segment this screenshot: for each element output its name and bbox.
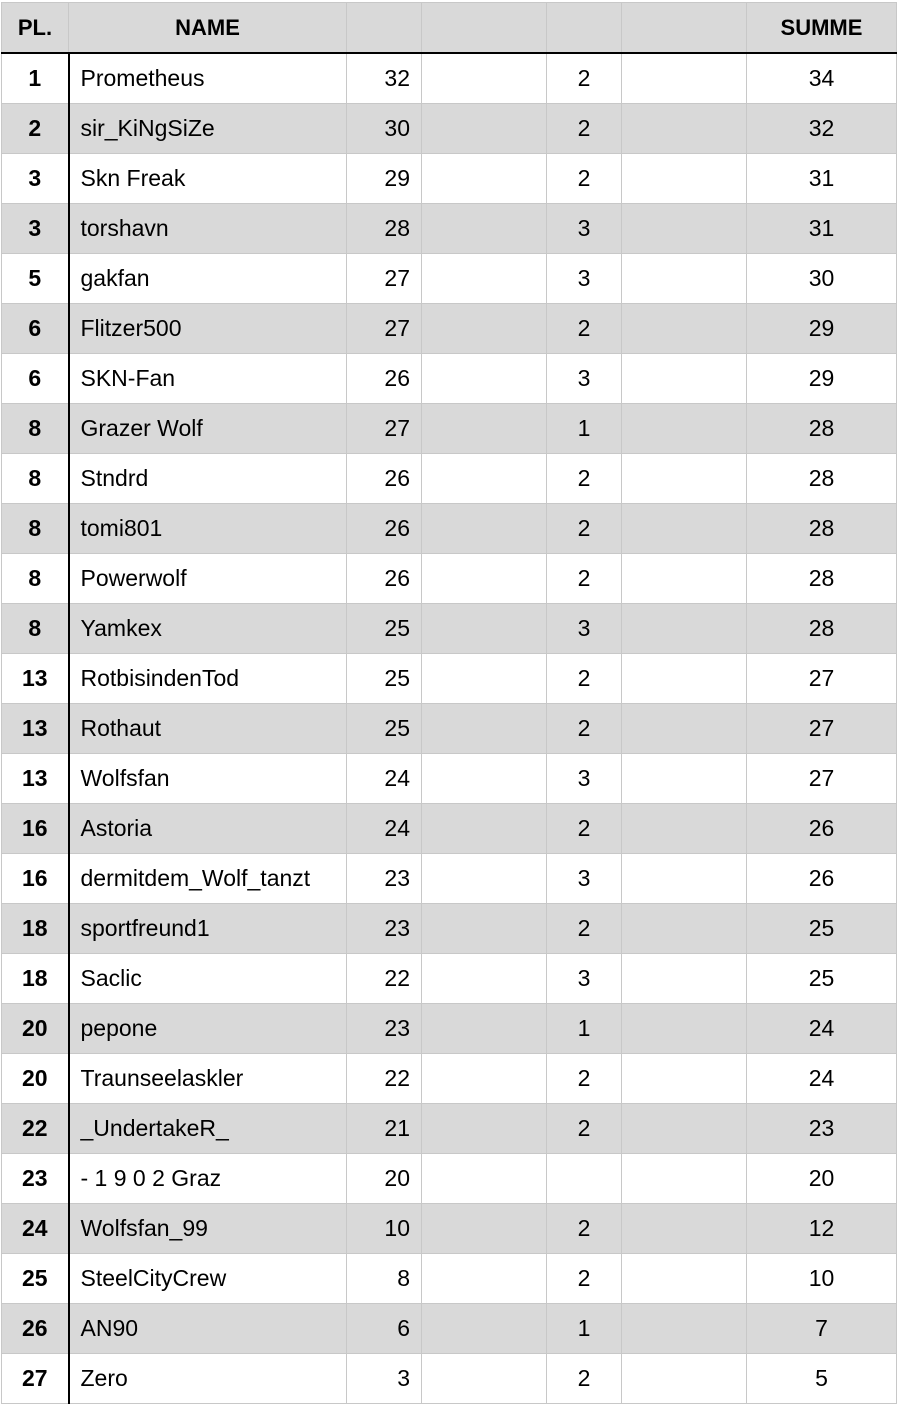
empty-cell[interactable] bbox=[622, 454, 747, 504]
name-cell[interactable]: Wolfsfan_99 bbox=[69, 1204, 347, 1254]
empty-cell[interactable] bbox=[622, 1204, 747, 1254]
summe-cell[interactable]: 28 bbox=[747, 454, 897, 504]
table-row bbox=[2, 854, 897, 904]
bonus-cell[interactable]: 2 bbox=[547, 1354, 622, 1404]
place-cell[interactable]: 8 bbox=[2, 554, 69, 604]
empty-cell[interactable] bbox=[422, 354, 547, 404]
empty-cell[interactable] bbox=[622, 604, 747, 654]
name-cell[interactable]: sir_KiNgSiZe bbox=[69, 104, 347, 154]
table-body bbox=[2, 53, 897, 1404]
header-col-4[interactable] bbox=[422, 3, 547, 54]
table-row bbox=[2, 404, 897, 454]
place-cell[interactable]: 25 bbox=[2, 1254, 69, 1304]
empty-cell[interactable] bbox=[622, 1154, 747, 1204]
table-row bbox=[2, 804, 897, 854]
table-row bbox=[2, 254, 897, 304]
bonus-cell[interactable]: 2 bbox=[547, 1054, 622, 1104]
place-cell[interactable]: 6 bbox=[2, 304, 69, 354]
empty-cell[interactable] bbox=[622, 1054, 747, 1104]
name-cell[interactable]: SKN-Fan bbox=[69, 354, 347, 404]
points-cell[interactable]: 23 bbox=[347, 904, 422, 954]
table-row bbox=[2, 1054, 897, 1104]
points-cell[interactable]: 30 bbox=[347, 104, 422, 154]
table-row bbox=[2, 504, 897, 554]
bonus-cell[interactable]: 2 bbox=[547, 704, 622, 754]
summe-cell[interactable]: 7 bbox=[747, 1304, 897, 1354]
summe-cell[interactable]: 29 bbox=[747, 354, 897, 404]
summe-cell[interactable]: 27 bbox=[747, 704, 897, 754]
table-row bbox=[2, 354, 897, 404]
empty-cell[interactable] bbox=[422, 104, 547, 154]
name-cell[interactable]: Prometheus bbox=[69, 53, 347, 104]
empty-cell[interactable] bbox=[622, 904, 747, 954]
name-cell[interactable]: pepone bbox=[69, 1004, 347, 1054]
table-row bbox=[2, 104, 897, 154]
name-cell[interactable]: Rothaut bbox=[69, 704, 347, 754]
name-cell[interactable]: Flitzer500 bbox=[69, 304, 347, 354]
header-row bbox=[2, 3, 897, 54]
empty-cell[interactable] bbox=[622, 504, 747, 554]
summe-cell[interactable]: 27 bbox=[747, 754, 897, 804]
table-row bbox=[2, 954, 897, 1004]
empty-cell[interactable] bbox=[422, 254, 547, 304]
points-cell[interactable]: 32 bbox=[347, 53, 422, 104]
summe-cell[interactable]: 28 bbox=[747, 404, 897, 454]
empty-cell[interactable] bbox=[422, 1104, 547, 1154]
summe-cell[interactable]: 31 bbox=[747, 204, 897, 254]
empty-cell[interactable] bbox=[622, 654, 747, 704]
place-cell[interactable]: 13 bbox=[2, 704, 69, 754]
points-cell[interactable]: 25 bbox=[347, 704, 422, 754]
place-cell[interactable]: 26 bbox=[2, 1304, 69, 1354]
bonus-cell[interactable]: 2 bbox=[547, 654, 622, 704]
bonus-cell[interactable]: 3 bbox=[547, 254, 622, 304]
table-row bbox=[2, 554, 897, 604]
bonus-cell[interactable]: 2 bbox=[547, 904, 622, 954]
table-row bbox=[2, 454, 897, 504]
empty-cell[interactable] bbox=[422, 404, 547, 454]
empty-cell[interactable] bbox=[622, 154, 747, 204]
place-cell[interactable]: 6 bbox=[2, 354, 69, 404]
points-cell[interactable]: 27 bbox=[347, 404, 422, 454]
points-cell[interactable]: 26 bbox=[347, 454, 422, 504]
empty-cell[interactable] bbox=[422, 1354, 547, 1404]
points-cell[interactable]: 26 bbox=[347, 354, 422, 404]
empty-cell[interactable] bbox=[622, 354, 747, 404]
points-cell[interactable]: 6 bbox=[347, 1304, 422, 1354]
summe-cell[interactable]: 25 bbox=[747, 954, 897, 1004]
bonus-cell[interactable]: 1 bbox=[547, 1004, 622, 1054]
place-cell[interactable]: 3 bbox=[2, 154, 69, 204]
summe-cell[interactable]: 25 bbox=[747, 904, 897, 954]
empty-cell[interactable] bbox=[622, 554, 747, 604]
summe-cell[interactable]: 28 bbox=[747, 504, 897, 554]
name-cell[interactable]: Wolfsfan bbox=[69, 754, 347, 804]
place-cell[interactable]: 22 bbox=[2, 1104, 69, 1154]
name-cell[interactable]: torshavn bbox=[69, 204, 347, 254]
header-col-3[interactable] bbox=[347, 3, 422, 54]
summe-cell[interactable]: 24 bbox=[747, 1004, 897, 1054]
empty-cell[interactable] bbox=[622, 754, 747, 804]
bonus-cell[interactable] bbox=[547, 1154, 622, 1204]
place-cell[interactable]: 16 bbox=[2, 854, 69, 904]
place-cell[interactable]: 5 bbox=[2, 254, 69, 304]
name-cell[interactable]: Powerwolf bbox=[69, 554, 347, 604]
table-row bbox=[2, 1354, 897, 1404]
empty-cell[interactable] bbox=[422, 654, 547, 704]
empty-cell[interactable] bbox=[622, 704, 747, 754]
place-cell[interactable]: 8 bbox=[2, 604, 69, 654]
empty-cell[interactable] bbox=[622, 804, 747, 854]
empty-cell[interactable] bbox=[422, 604, 547, 654]
table-row bbox=[2, 754, 897, 804]
empty-cell[interactable] bbox=[422, 754, 547, 804]
place-cell[interactable]: 20 bbox=[2, 1004, 69, 1054]
table-header bbox=[2, 3, 897, 54]
header-name[interactable]: NAME bbox=[69, 3, 347, 54]
name-cell[interactable]: - 1 9 0 2 Graz bbox=[69, 1154, 347, 1204]
table-row bbox=[2, 204, 897, 254]
name-cell[interactable]: tomi801 bbox=[69, 504, 347, 554]
name-cell[interactable]: Grazer Wolf bbox=[69, 404, 347, 454]
points-cell[interactable]: 26 bbox=[347, 554, 422, 604]
empty-cell[interactable] bbox=[422, 1154, 547, 1204]
table-row bbox=[2, 1254, 897, 1304]
empty-cell[interactable] bbox=[422, 554, 547, 604]
place-cell[interactable]: 2 bbox=[2, 104, 69, 154]
empty-cell[interactable] bbox=[622, 404, 747, 454]
bonus-cell[interactable]: 2 bbox=[547, 1104, 622, 1154]
empty-cell[interactable] bbox=[622, 854, 747, 904]
table-row bbox=[2, 1104, 897, 1154]
name-cell[interactable]: Skn Freak bbox=[69, 154, 347, 204]
points-cell[interactable]: 21 bbox=[347, 1104, 422, 1154]
summe-cell[interactable]: 10 bbox=[747, 1254, 897, 1304]
summe-cell[interactable]: 5 bbox=[747, 1354, 897, 1404]
place-cell[interactable]: 13 bbox=[2, 654, 69, 704]
empty-cell[interactable] bbox=[622, 954, 747, 1004]
table-row bbox=[2, 1154, 897, 1204]
table-row bbox=[2, 1304, 897, 1354]
name-cell[interactable]: gakfan bbox=[69, 254, 347, 304]
table-row bbox=[2, 904, 897, 954]
bonus-cell[interactable]: 3 bbox=[547, 204, 622, 254]
bonus-cell[interactable]: 2 bbox=[547, 154, 622, 204]
table-row bbox=[2, 704, 897, 754]
empty-cell[interactable] bbox=[422, 1004, 547, 1054]
name-cell[interactable]: SteelCityCrew bbox=[69, 1254, 347, 1304]
empty-cell[interactable] bbox=[422, 304, 547, 354]
points-cell[interactable]: 29 bbox=[347, 154, 422, 204]
name-cell[interactable]: Saclic bbox=[69, 954, 347, 1004]
empty-cell[interactable] bbox=[622, 1354, 747, 1404]
empty-cell[interactable] bbox=[622, 204, 747, 254]
empty-cell[interactable] bbox=[622, 1304, 747, 1354]
points-cell[interactable]: 23 bbox=[347, 1004, 422, 1054]
name-cell[interactable]: Stndrd bbox=[69, 454, 347, 504]
place-cell[interactable]: 8 bbox=[2, 454, 69, 504]
points-cell[interactable]: 23 bbox=[347, 854, 422, 904]
summe-cell[interactable]: 34 bbox=[747, 53, 897, 104]
points-cell[interactable]: 3 bbox=[347, 1354, 422, 1404]
empty-cell[interactable] bbox=[622, 1254, 747, 1304]
bonus-cell[interactable]: 2 bbox=[547, 304, 622, 354]
bonus-cell[interactable]: 2 bbox=[547, 104, 622, 154]
summe-cell[interactable]: 28 bbox=[747, 554, 897, 604]
empty-cell[interactable] bbox=[422, 854, 547, 904]
points-cell[interactable]: 10 bbox=[347, 1204, 422, 1254]
summe-cell[interactable]: 29 bbox=[747, 304, 897, 354]
summe-cell[interactable]: 12 bbox=[747, 1204, 897, 1254]
name-cell[interactable]: RotbisindenTod bbox=[69, 654, 347, 704]
points-cell[interactable]: 8 bbox=[347, 1254, 422, 1304]
bonus-cell[interactable]: 2 bbox=[547, 53, 622, 104]
name-cell[interactable]: Traunseelaskler bbox=[69, 1054, 347, 1104]
table-row bbox=[2, 604, 897, 654]
points-cell[interactable]: 28 bbox=[347, 204, 422, 254]
header-col-5[interactable] bbox=[547, 3, 622, 54]
table-row bbox=[2, 1004, 897, 1054]
empty-cell[interactable] bbox=[422, 454, 547, 504]
summe-cell[interactable]: 24 bbox=[747, 1054, 897, 1104]
points-cell[interactable]: 27 bbox=[347, 254, 422, 304]
name-cell[interactable]: sportfreund1 bbox=[69, 904, 347, 954]
empty-cell[interactable] bbox=[622, 104, 747, 154]
place-cell[interactable]: 20 bbox=[2, 1054, 69, 1104]
points-cell[interactable]: 20 bbox=[347, 1154, 422, 1204]
empty-cell[interactable] bbox=[622, 1104, 747, 1154]
table-row bbox=[2, 1204, 897, 1254]
table-row bbox=[2, 53, 897, 104]
points-cell[interactable]: 24 bbox=[347, 804, 422, 854]
bonus-cell[interactable]: 2 bbox=[547, 1254, 622, 1304]
place-cell[interactable]: 24 bbox=[2, 1204, 69, 1254]
place-cell[interactable]: 18 bbox=[2, 904, 69, 954]
bonus-cell[interactable]: 3 bbox=[547, 754, 622, 804]
place-cell[interactable]: 23 bbox=[2, 1154, 69, 1204]
empty-cell[interactable] bbox=[422, 504, 547, 554]
summe-cell[interactable]: 26 bbox=[747, 854, 897, 904]
empty-cell[interactable] bbox=[422, 1054, 547, 1104]
points-cell[interactable]: 22 bbox=[347, 954, 422, 1004]
empty-cell[interactable] bbox=[422, 1204, 547, 1254]
place-cell[interactable]: 18 bbox=[2, 954, 69, 1004]
points-cell[interactable]: 25 bbox=[347, 604, 422, 654]
place-cell[interactable]: 13 bbox=[2, 754, 69, 804]
table-row bbox=[2, 304, 897, 354]
place-cell[interactable]: 8 bbox=[2, 504, 69, 554]
name-cell[interactable]: AN90 bbox=[69, 1304, 347, 1354]
bonus-cell[interactable]: 2 bbox=[547, 804, 622, 854]
summe-cell[interactable]: 28 bbox=[747, 604, 897, 654]
name-cell[interactable]: dermitdem_Wolf_tanzt bbox=[69, 854, 347, 904]
table-row bbox=[2, 154, 897, 204]
bonus-cell[interactable]: 3 bbox=[547, 604, 622, 654]
bonus-cell[interactable]: 2 bbox=[547, 504, 622, 554]
summe-cell[interactable]: 20 bbox=[747, 1154, 897, 1204]
points-cell[interactable]: 24 bbox=[347, 754, 422, 804]
bonus-cell[interactable]: 1 bbox=[547, 404, 622, 454]
empty-cell[interactable] bbox=[422, 954, 547, 1004]
bonus-cell[interactable]: 3 bbox=[547, 354, 622, 404]
empty-cell[interactable] bbox=[422, 53, 547, 104]
empty-cell[interactable] bbox=[422, 804, 547, 854]
summe-cell[interactable]: 27 bbox=[747, 654, 897, 704]
empty-cell[interactable] bbox=[622, 53, 747, 104]
empty-cell[interactable] bbox=[422, 1304, 547, 1354]
empty-cell[interactable] bbox=[422, 1254, 547, 1304]
empty-cell[interactable] bbox=[622, 254, 747, 304]
bonus-cell[interactable]: 3 bbox=[547, 854, 622, 904]
header-place[interactable]: PL. bbox=[2, 3, 69, 54]
header-summe[interactable]: SUMME bbox=[747, 3, 897, 54]
empty-cell[interactable] bbox=[622, 1004, 747, 1054]
points-cell[interactable]: 22 bbox=[347, 1054, 422, 1104]
bonus-cell[interactable]: 2 bbox=[547, 554, 622, 604]
name-cell[interactable]: Zero bbox=[69, 1354, 347, 1404]
name-cell[interactable]: Astoria bbox=[69, 804, 347, 854]
empty-cell[interactable] bbox=[422, 154, 547, 204]
standings-table bbox=[1, 2, 897, 1404]
bonus-cell[interactable]: 2 bbox=[547, 1204, 622, 1254]
bonus-cell[interactable]: 3 bbox=[547, 954, 622, 1004]
place-cell[interactable]: 8 bbox=[2, 404, 69, 454]
summe-cell[interactable]: 26 bbox=[747, 804, 897, 854]
name-cell[interactable]: Yamkex bbox=[69, 604, 347, 654]
place-cell[interactable]: 3 bbox=[2, 204, 69, 254]
summe-cell[interactable]: 30 bbox=[747, 254, 897, 304]
bonus-cell[interactable]: 2 bbox=[547, 454, 622, 504]
empty-cell[interactable] bbox=[622, 304, 747, 354]
place-cell[interactable]: 16 bbox=[2, 804, 69, 854]
summe-cell[interactable]: 32 bbox=[747, 104, 897, 154]
summe-cell[interactable]: 23 bbox=[747, 1104, 897, 1154]
empty-cell[interactable] bbox=[422, 904, 547, 954]
header-col-6[interactable] bbox=[622, 3, 747, 54]
points-cell[interactable]: 26 bbox=[347, 504, 422, 554]
name-cell[interactable]: _UndertakeR_ bbox=[69, 1104, 347, 1154]
bonus-cell[interactable]: 1 bbox=[547, 1304, 622, 1354]
points-cell[interactable]: 27 bbox=[347, 304, 422, 354]
empty-cell[interactable] bbox=[422, 204, 547, 254]
table-row bbox=[2, 654, 897, 704]
empty-cell[interactable] bbox=[422, 704, 547, 754]
summe-cell[interactable]: 31 bbox=[747, 154, 897, 204]
place-cell[interactable]: 1 bbox=[2, 53, 69, 104]
place-cell[interactable]: 27 bbox=[2, 1354, 69, 1404]
points-cell[interactable]: 25 bbox=[347, 654, 422, 704]
